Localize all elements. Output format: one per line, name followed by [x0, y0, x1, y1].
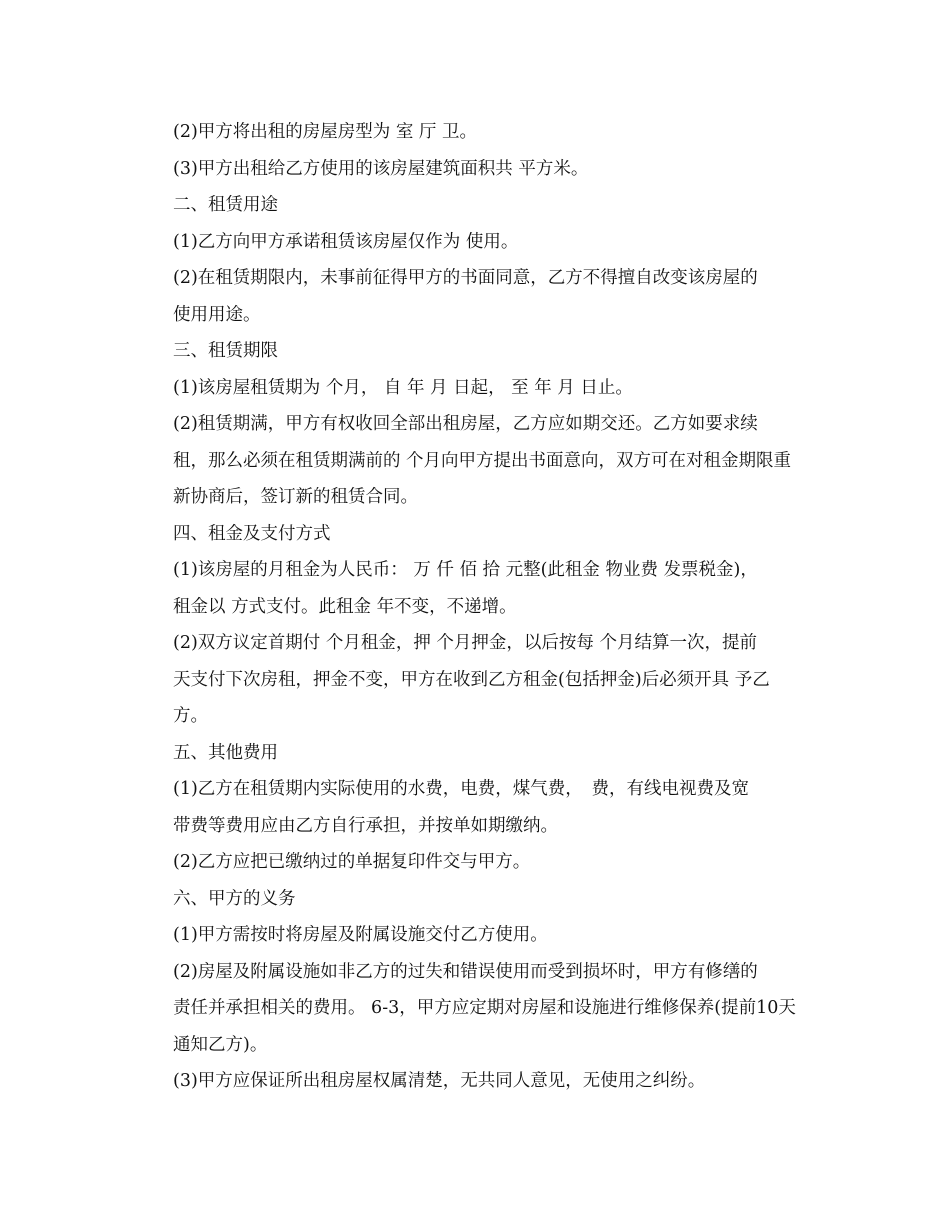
text-line: (1)乙方在租赁期内实际使用的水费，电费，煤气费， 费，有线电视费及宽 — [173, 779, 750, 799]
text-line: 带费等费用应由乙方自行承担，并按单如期缴纳。 — [173, 815, 558, 836]
clause-handover — [138, 917, 808, 954]
text-line: (2)房屋及附属设施如非乙方的过失和错误使用而受到损坏时，甲方有修缮的 — [173, 961, 758, 982]
clause-payment-schedule — [138, 625, 808, 735]
section-heading-rent — [138, 516, 808, 553]
text-line: (1)该房屋租赁期为 个月， 自 年 月 日起， 至 年 月 日止。 — [173, 377, 633, 398]
text-line: (3)甲方出租给乙方使用的该房屋建筑面积共 平方米。 — [173, 158, 589, 179]
clause-lease-renewal — [138, 406, 808, 516]
text-line: (2)双方议定首期付 个月租金，押 个月押金，以后按每 个月结算一次，提前 — [173, 633, 757, 653]
text-line: (2)乙方应把已缴纳过的单据复印件交与甲方。 — [173, 852, 531, 872]
text-line: 使用用途。 — [173, 304, 261, 325]
text-line: (1)该房屋的月租金为人民币： 万 仟 佰 拾 元整(此租金 物业费 发票税金)， — [173, 560, 758, 580]
clause-ownership — [138, 1063, 808, 1100]
clause-usage-commitment — [138, 224, 808, 261]
heading-text: 四、租金及支付方式 — [173, 523, 331, 544]
section-heading-term — [138, 333, 808, 370]
section-heading-landlord-duties — [138, 881, 808, 918]
clause-lease-period — [138, 370, 808, 407]
text-line: 租金以 方式支付。此租金 年不变，不递增。 — [173, 596, 517, 617]
section-heading-other-fees — [138, 735, 808, 772]
text-line: 天支付下次房租，押金不变，甲方在收到乙方租金(包括押金)后必须开具 予乙 — [173, 669, 770, 690]
text-line: 责任并承担相关的费用。 6-3，甲方应定期对房屋和设施进行维修保养(提前10天 — [173, 998, 796, 1018]
text-line: 新协商后，签订新的租赁合同。 — [173, 487, 418, 507]
heading-text: 五、其他费用 — [173, 742, 278, 763]
text-line: 租，那么必须在租赁期满前的 个月向甲方提出书面意向，双方可在对租金期限重 — [173, 450, 792, 471]
text-line: (3)甲方应保证所出租房屋权属清楚，无共同人意见，无使用之纠纷。 — [173, 1071, 706, 1091]
clause-utility-fees — [138, 771, 808, 844]
text-line: 方。 — [173, 706, 208, 726]
document-body — [138, 114, 808, 1100]
text-line: (2)租赁期满，甲方有权收回全部出租房屋，乙方应如期交还。乙方如要求续 — [173, 414, 758, 434]
heading-text: 二、租赁用途 — [173, 195, 278, 215]
text-line: 通知乙方)。 — [173, 1034, 268, 1055]
text-line: (1)甲方需按时将房屋及附属设施交付乙方使用。 — [173, 925, 548, 945]
clause-monthly-rent — [138, 552, 808, 625]
clause-room-layout — [138, 114, 808, 151]
heading-text: 三、租赁期限 — [173, 341, 278, 361]
clause-floor-area — [138, 151, 808, 188]
text-line: (2)在租赁期限内，未事前征得甲方的书面同意，乙方不得擅自改变该房屋的 — [173, 268, 758, 288]
clause-receipt-copies — [138, 844, 808, 881]
section-heading-purpose — [138, 187, 808, 224]
clause-usage-change — [138, 260, 808, 333]
heading-text: 六、甲方的义务 — [173, 888, 296, 909]
clause-repairs — [138, 954, 808, 1064]
text-line: (2)甲方将出租的房屋房型为 室 厅 卫。 — [173, 122, 477, 142]
text-line: (1)乙方向甲方承诺租赁该房屋仅作为 使用。 — [173, 231, 519, 252]
